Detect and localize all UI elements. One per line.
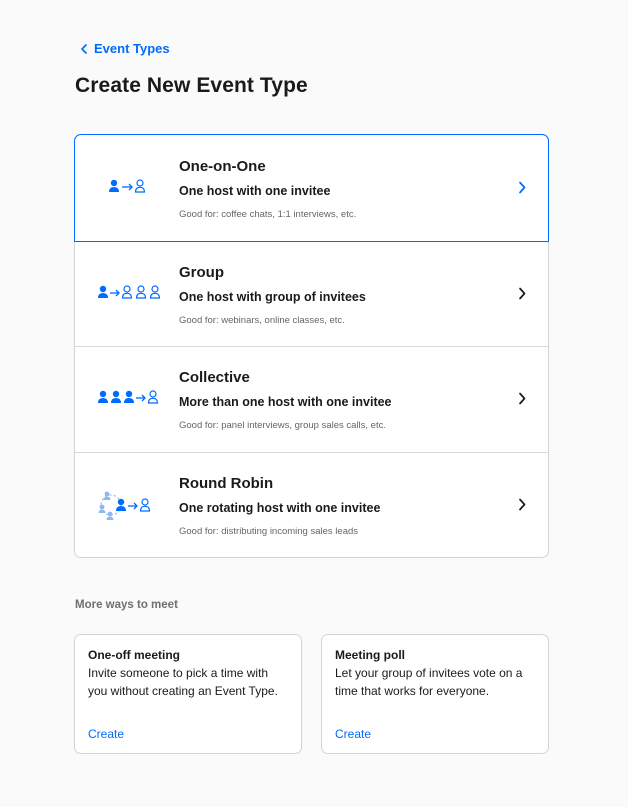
more-ways-label: More ways to meet	[75, 599, 178, 611]
one-off-meeting-card	[74, 634, 302, 754]
event-type-subtitle: One host with group of invitees	[179, 290, 366, 304]
chevron-right-icon	[518, 181, 526, 194]
card-title: Meeting poll	[335, 648, 405, 662]
round-robin-icon	[97, 485, 169, 521]
event-type-subtitle: One rotating host with one invitee	[179, 501, 381, 515]
event-type-good-for: Good for: coffee chats, 1:1 interviews, etc.	[179, 209, 357, 220]
card-title: One-off meeting	[88, 648, 180, 662]
one-on-one-icon	[98, 172, 170, 202]
back-link[interactable]	[80, 41, 170, 56]
chevron-right-icon	[518, 287, 526, 300]
collective-icon	[97, 383, 169, 413]
event-type-subtitle: One host with one invitee	[179, 184, 331, 198]
card-description: Let your group of invitees vote on a time that works for everyone.	[335, 666, 523, 698]
event-type-subtitle: More than one host with one invitee	[179, 395, 392, 409]
group-icon	[97, 278, 169, 308]
event-type-collective[interactable]	[75, 346, 548, 452]
one-off-meeting-create-link[interactable]: Create	[88, 727, 125, 741]
chevron-left-icon	[80, 44, 88, 54]
event-type-name: Group	[179, 264, 224, 281]
chevron-right-icon	[518, 498, 526, 511]
card-description: Invite someone to pick a time with you without creating an Event Type.	[88, 666, 278, 698]
meeting-poll-card	[321, 634, 549, 754]
back-link-label: Event Types	[94, 41, 170, 56]
event-type-name: One-on-One	[179, 158, 266, 175]
event-type-good-for: Good for: webinars, online classes, etc.	[179, 315, 345, 326]
chevron-right-icon	[518, 392, 526, 405]
event-type-one-on-one[interactable]	[74, 134, 549, 242]
event-type-name: Collective	[179, 369, 250, 386]
event-type-name: Round Robin	[179, 475, 274, 492]
event-type-round-robin[interactable]	[75, 452, 548, 558]
event-type-good-for: Good for: panel interviews, group sales calls, etc.	[179, 420, 386, 431]
event-type-good-for: Good for: distributing incoming sales leads	[179, 526, 359, 537]
page-title: Create New Event Type	[75, 74, 308, 97]
meeting-poll-create-link[interactable]: Create	[335, 727, 372, 741]
event-type-list	[74, 134, 549, 558]
event-type-group[interactable]	[75, 241, 548, 347]
